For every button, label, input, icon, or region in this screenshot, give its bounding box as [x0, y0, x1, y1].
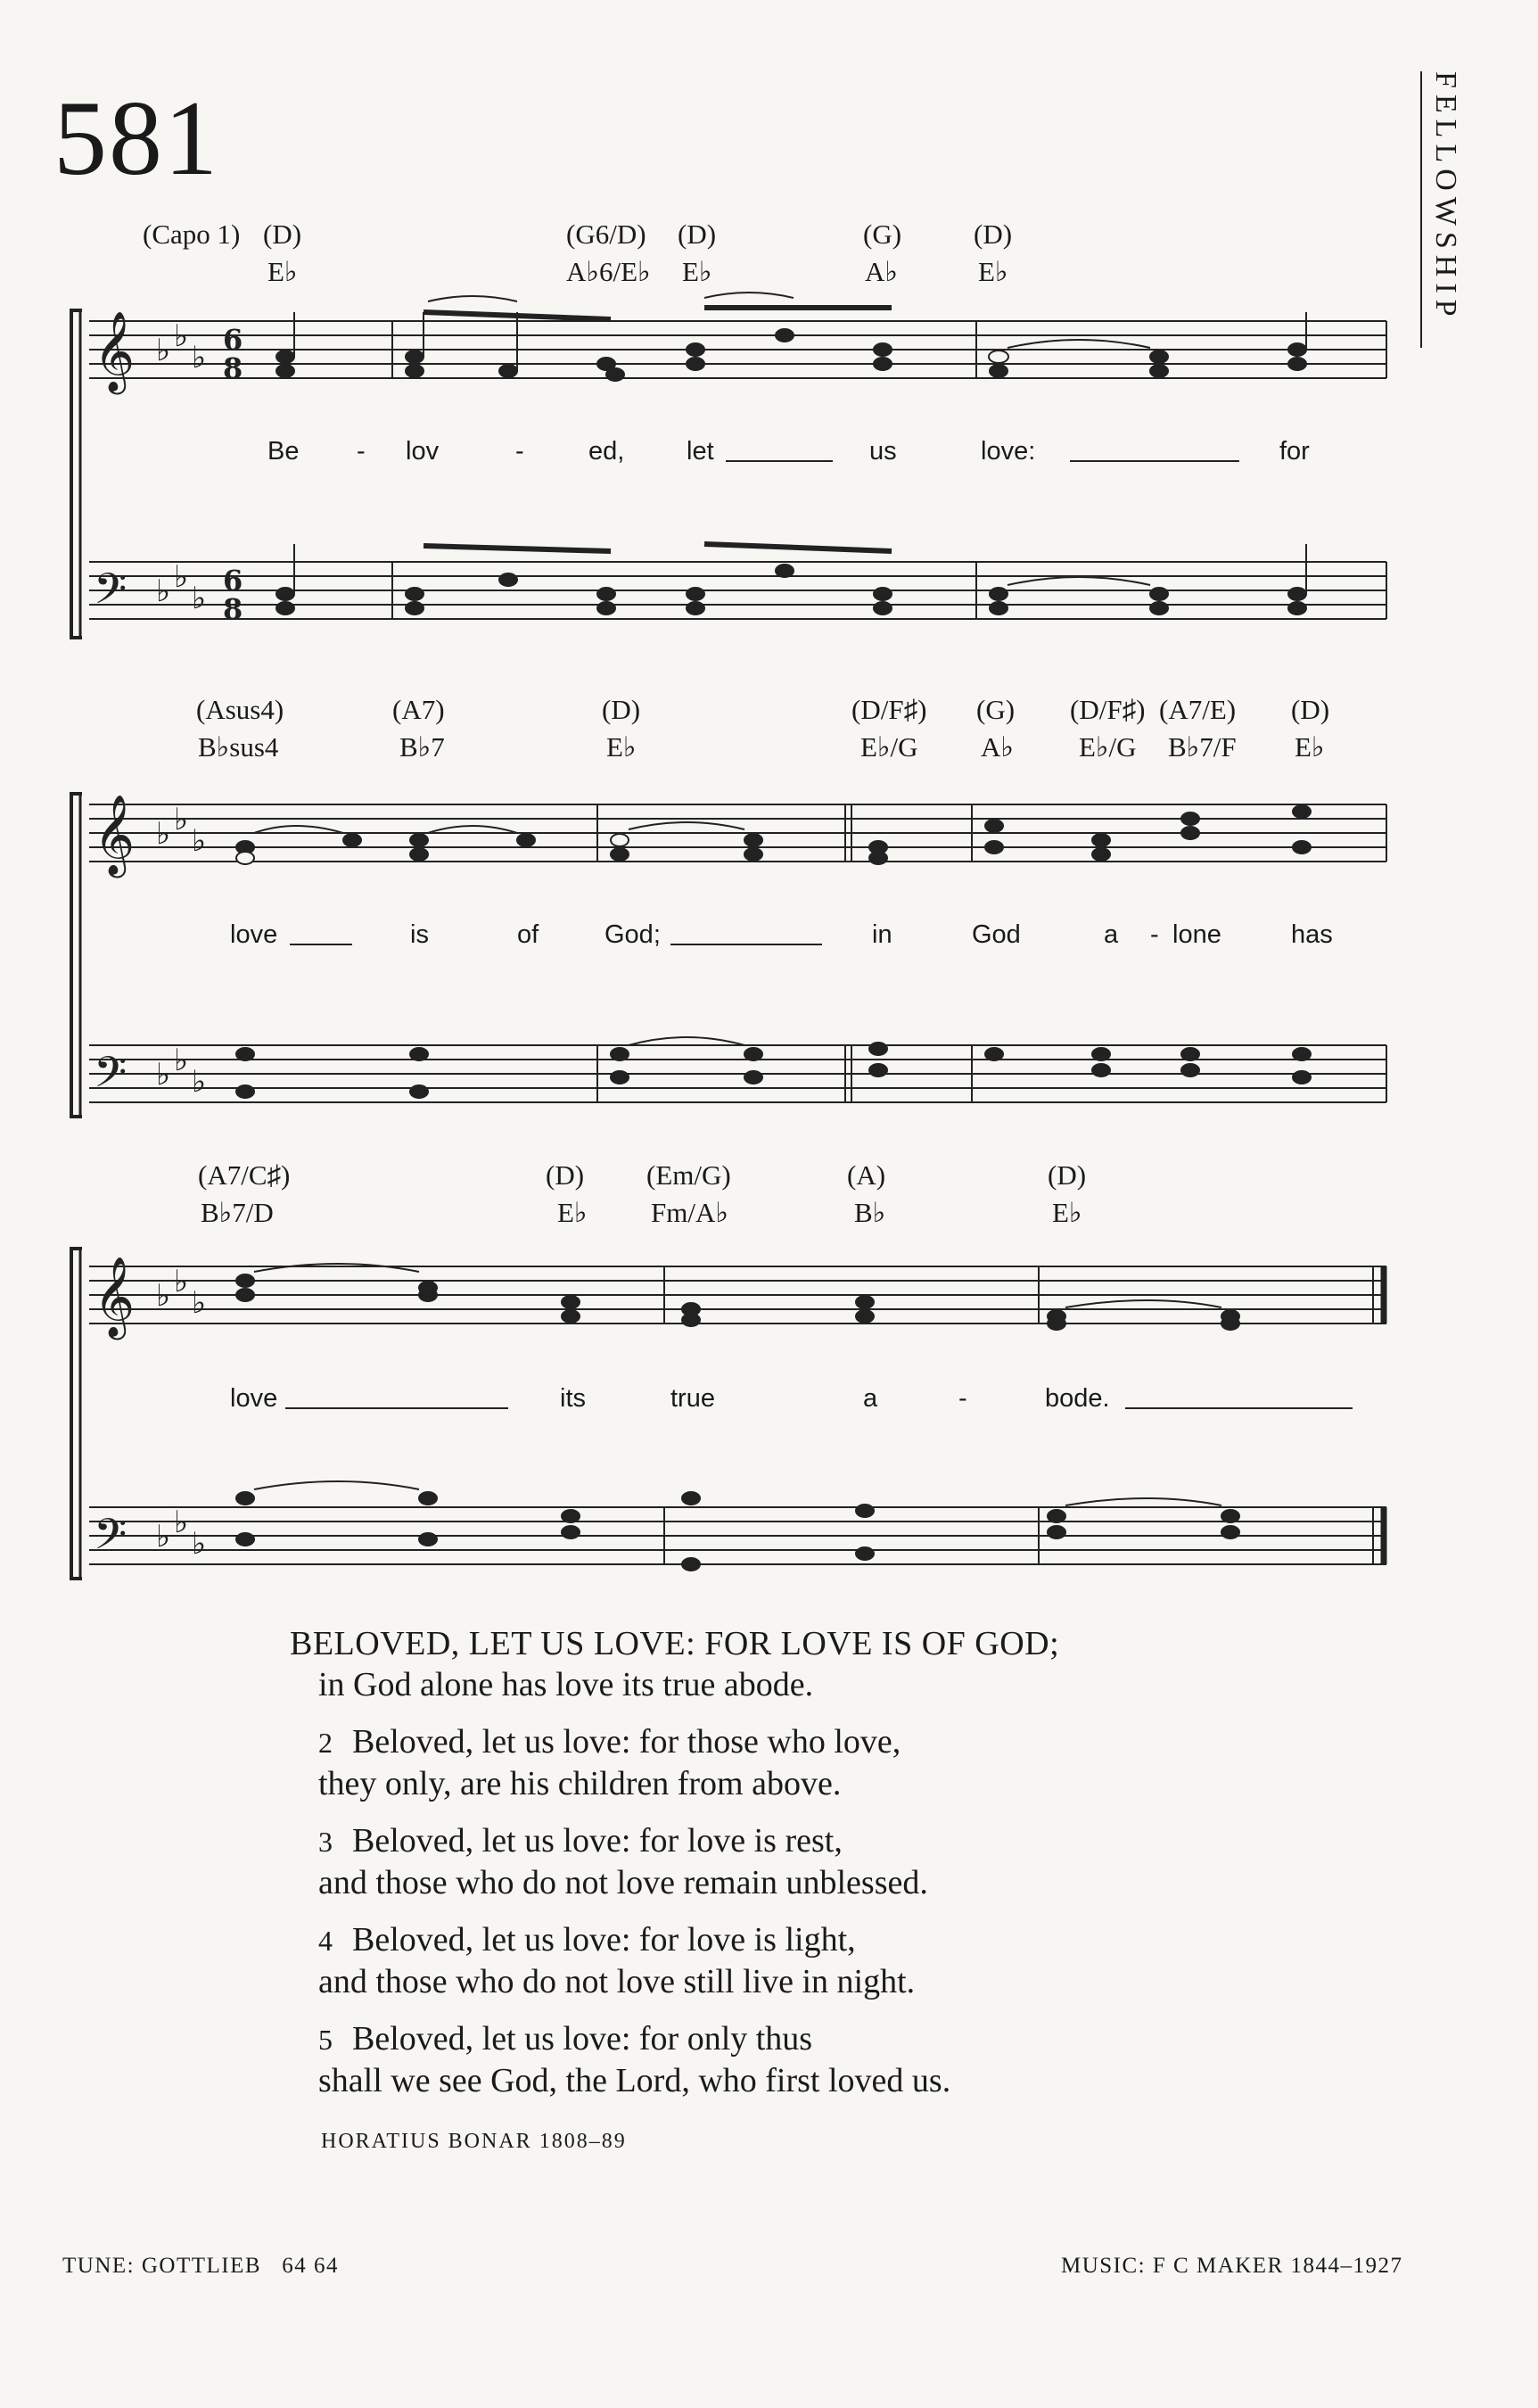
lyric-hyphen: -: [357, 437, 366, 466]
tune-credit: [62, 2254, 339, 2279]
svg-text:♭: ♭: [174, 1043, 189, 1078]
svg-text:♭: ♭: [174, 318, 189, 354]
svg-text:♭: ♭: [156, 1278, 171, 1314]
lyric-syllable: a: [863, 1384, 878, 1413]
verse-line: they only, are his children from above.: [318, 1765, 842, 1802]
lyric-syllable: in: [872, 920, 892, 949]
chord-concert: E♭: [978, 256, 1008, 287]
chord-concert: A♭: [865, 256, 899, 287]
verse-number: 5: [318, 2024, 333, 2056]
lyric-extender: [290, 944, 352, 945]
score-system-1: [0, 285, 1409, 651]
lyric-extender: [726, 460, 833, 462]
chord-capo: (D): [263, 219, 302, 250]
svg-text:♭: ♭: [156, 816, 171, 852]
lyric-syllable: God;: [605, 920, 661, 949]
verse-line: in God alone has love its true abode.: [318, 1666, 814, 1703]
chord-capo: (D): [974, 219, 1013, 250]
chord-concert: A♭6/E♭: [566, 256, 651, 287]
chord-capo: (G): [976, 694, 1016, 725]
svg-text:♭: ♭: [156, 333, 171, 368]
chord-concert: E♭: [1052, 1197, 1082, 1228]
svg-text:𝄞: 𝄞: [94, 795, 136, 875]
chord-capo: (D): [546, 1159, 585, 1191]
svg-text:♭: ♭: [156, 573, 171, 609]
svg-text:𝄞: 𝄞: [94, 311, 136, 392]
verse-line: shall we see God, the Lord, who first loved us.: [318, 2062, 951, 2099]
lyric-hyphen: -: [1150, 920, 1159, 949]
lyric-syllable: lone: [1172, 920, 1221, 949]
lyric-extender: [670, 944, 822, 945]
chord-capo: (A): [847, 1159, 886, 1191]
svg-text:♭: ♭: [174, 802, 189, 837]
chord-concert: E♭: [267, 256, 298, 287]
chord-concert: B♭7/F: [1168, 731, 1237, 763]
verse-number: 3: [318, 1826, 333, 1858]
svg-text:8: 8: [223, 351, 243, 385]
svg-text:8: 8: [223, 592, 243, 626]
chord-capo: (A7/E): [1159, 694, 1237, 725]
svg-text:6: 6: [223, 564, 243, 598]
svg-text:♭: ♭: [192, 1064, 207, 1100]
chord-capo: (D): [1291, 694, 1330, 725]
chord-capo: (D/F♯): [851, 694, 927, 725]
svg-text:𝄞: 𝄞: [94, 1257, 136, 1337]
author-credit: [321, 2130, 627, 2154]
chord-concert: B♭7: [399, 731, 445, 763]
svg-text:♭: ♭: [192, 581, 207, 616]
svg-text:♭: ♭: [192, 823, 207, 859]
chord-concert: E♭: [1295, 731, 1325, 763]
lyric-syllable: let: [687, 437, 714, 466]
lyric-hyphen: -: [958, 1384, 967, 1413]
chord-capo: (D/F♯): [1070, 694, 1146, 725]
svg-text:♭: ♭: [156, 1057, 171, 1093]
chord-concert: B♭sus4: [198, 731, 279, 763]
chord-capo: (D): [602, 694, 641, 725]
lyric-syllable: of: [517, 920, 539, 949]
lyric-syllable: love: [230, 920, 278, 949]
verse-line: Beloved, let us love: for those who love,: [352, 1723, 901, 1761]
verse-line: BELOVED, LET US LOVE: FOR LOVE IS OF GOD;: [290, 1625, 1060, 1662]
svg-text:♭: ♭: [174, 559, 189, 595]
verse-4: [290, 1919, 1059, 2002]
svg-text:♭: ♭: [192, 340, 207, 375]
score-system-3: [0, 1231, 1409, 1596]
chord-capo: (G6/D): [566, 219, 646, 250]
chord-concert: E♭/G: [860, 731, 918, 763]
chord-concert: E♭: [606, 731, 637, 763]
lyric-syllable: true: [670, 1384, 715, 1413]
lyric-syllable: its: [560, 1384, 586, 1413]
svg-text:𝄢: 𝄢: [94, 564, 127, 624]
chord-capo: (Asus4): [196, 694, 284, 725]
verse-line: and those who do not love still live in night.: [318, 1963, 916, 2000]
lyric-syllable: lov: [406, 437, 440, 466]
lyric-syllable: bode.: [1045, 1384, 1110, 1413]
verse-line: Beloved, let us love: for love is rest,: [352, 1822, 843, 1860]
music-credit: [1061, 2254, 1403, 2279]
svg-text:𝄢: 𝄢: [94, 1509, 127, 1570]
verse-line: and those who do not love remain unblessed.: [318, 1864, 928, 1901]
chord-capo: (G): [863, 219, 902, 250]
capo-label: (Capo 1): [143, 219, 241, 250]
chord-concert: A♭: [981, 731, 1015, 763]
verse-line: Beloved, let us love: for only thus: [352, 2020, 813, 2058]
lyric-syllable: a: [1104, 920, 1119, 949]
svg-text:♭: ♭: [192, 1285, 207, 1321]
lyric-syllable: has: [1291, 920, 1333, 949]
lyric-syllable: us: [869, 437, 897, 466]
lyric-syllable: Be: [267, 437, 300, 466]
author-name: HORATIUS BONAR: [321, 2130, 532, 2153]
verse-1: [290, 1623, 1059, 1705]
chord-concert: E♭: [682, 256, 712, 287]
composer-name: MUSIC: F C MAKER: [1061, 2254, 1284, 2278]
svg-text:♭: ♭: [174, 1264, 189, 1299]
lyric-syllable: ed,: [588, 437, 625, 466]
lyric-hyphen: -: [515, 437, 524, 466]
lyric-syllable: is: [410, 920, 429, 949]
verse-3: [290, 1820, 1059, 1903]
chord-concert: B♭7/D: [201, 1197, 274, 1228]
verse-line: Beloved, let us love: for love is light,: [352, 1921, 856, 1959]
lyric-extender: [1070, 460, 1239, 462]
verse-number: 2: [318, 1727, 333, 1759]
verse-number: 4: [318, 1925, 333, 1957]
svg-text:♭: ♭: [192, 1526, 207, 1562]
chord-capo: (D): [1048, 1159, 1087, 1191]
lyric-syllable: love:: [981, 437, 1036, 466]
svg-text:6: 6: [223, 323, 243, 357]
lyric-extender: [1125, 1407, 1353, 1409]
chord-capo: (A7/C♯): [198, 1159, 291, 1191]
composer-dates: 1844–1927: [1290, 2254, 1403, 2278]
chord-concert: B♭: [854, 1197, 886, 1228]
svg-text:♭: ♭: [174, 1505, 189, 1540]
svg-text:𝄢: 𝄢: [94, 1047, 127, 1108]
chord-concert: Fm/A♭: [651, 1197, 728, 1228]
lyric-syllable: love: [230, 1384, 278, 1413]
lyric-syllable: for: [1279, 437, 1310, 466]
verse-text: [290, 1623, 1059, 2117]
chord-capo: (A7): [392, 694, 445, 725]
chord-capo: (Em/G): [646, 1159, 731, 1191]
section-label: FELLOWSHIP: [1429, 71, 1462, 323]
chord-capo: (D): [678, 219, 717, 250]
chord-concert: E♭: [557, 1197, 588, 1228]
lyric-syllable: God: [972, 920, 1021, 949]
chord-concert: E♭/G: [1079, 731, 1137, 763]
author-dates: 1808–89: [539, 2130, 627, 2153]
score-system-2: [0, 769, 1409, 1134]
tune-name: TUNE: GOTTLIEB: [62, 2254, 262, 2278]
verse-5: [290, 2018, 1059, 2101]
tune-meter: 64 64: [282, 2254, 340, 2278]
hymn-number: 581: [53, 78, 219, 197]
svg-text:♭: ♭: [156, 1519, 171, 1554]
section-divider: [1420, 71, 1422, 348]
lyric-extender: [285, 1407, 508, 1409]
verse-2: [290, 1721, 1059, 1804]
